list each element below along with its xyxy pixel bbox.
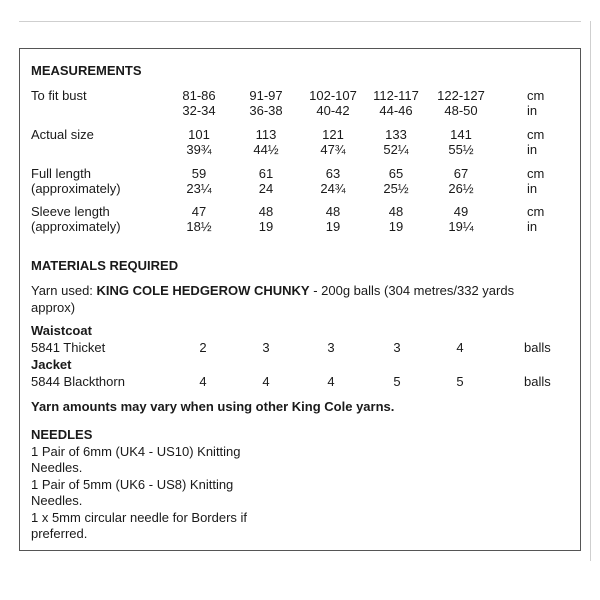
size-in: 24¾ [320,181,346,196]
size-cm: 133 [385,127,407,142]
size-cm: 122-127 [437,88,485,103]
unit-cm: cm [527,88,545,103]
size-cm: 121 [322,127,344,142]
size-cm: 112-117 [373,88,419,103]
yarn-used-prefix: Yarn used: [31,283,97,298]
ball-qty: 4 [456,340,464,355]
needles-line: preferred. [31,526,88,541]
unit-in: in [527,219,538,234]
needles-line: 1 x 5mm circular needle for Borders if [31,510,248,525]
size-cm: 141 [450,127,472,142]
yarn-details: - 200g balls (304 metres/332 yards approx) [31,283,515,315]
row-label: Actual size [31,127,94,142]
yarn-used-text [31,282,551,316]
needles-heading: NEEDLES [31,427,93,442]
row-label: To fit bust [31,88,87,103]
size-in: 26½ [448,181,474,196]
garment-name: Jacket [31,357,72,372]
size-cm: 49 [453,204,469,219]
unit-in: in [527,181,538,196]
size-in: 47¾ [320,142,346,157]
ball-qty: 3 [393,340,401,355]
size-in: 39¾ [186,142,212,157]
needles-line: 1 Pair of 6mm (UK4 - US10) Knitting [31,444,241,459]
ball-qty: 5 [456,374,464,389]
size-cm: 47 [191,204,207,219]
shade-label: 5844 Blackthorn [31,374,125,389]
yarn-note: Yarn amounts may vary when using other King Cole yarns. [31,399,395,414]
size-in: 52¼ [383,142,409,157]
size-in: 44-46 [379,103,413,118]
size-cm: 48 [258,204,274,219]
needles-line: 1 Pair of 5mm (UK6 - US8) Knitting [31,477,234,492]
size-in: 19 [325,219,341,234]
size-cm: 102-107 [309,88,357,103]
row-label: Sleeve length [31,204,110,219]
size-in: 55½ [448,142,474,157]
size-in: 19 [388,219,404,234]
row-label-sub: (approximately) [31,219,121,234]
size-cm: 91-97 [249,88,283,103]
size-cm: 67 [453,166,469,181]
size-in: 32-34 [182,103,216,118]
ball-qty: 4 [262,374,270,389]
ball-qty: 3 [262,340,270,355]
size-cm: 113 [255,127,277,142]
size-in: 40-42 [316,103,350,118]
row-label-sub: (approximately) [31,181,121,196]
size-cm: 59 [191,166,207,181]
size-cm: 48 [325,204,341,219]
size-cm: 101 [188,127,210,142]
measurements-heading: MEASUREMENTS [31,63,142,78]
size-in: 23¼ [186,181,212,196]
unit-in: in [527,103,538,118]
size-cm: 81-86 [182,88,216,103]
ball-unit: balls [524,340,551,355]
unit-cm: cm [527,127,545,142]
page-right-edge [590,21,591,561]
size-in: 18½ [186,219,212,234]
ball-qty: 4 [199,374,207,389]
size-in: 44½ [253,142,279,157]
size-in: 19 [258,219,274,234]
ball-qty: 3 [327,340,335,355]
size-in: 25½ [383,181,409,196]
page-top-edge [19,21,581,22]
size-cm: 48 [388,204,404,219]
garment-name: Waistcoat [31,323,92,338]
ball-qty: 2 [199,340,207,355]
materials-heading: MATERIALS REQUIRED [31,258,179,273]
size-in: 48-50 [444,103,478,118]
row-label: Full length [31,166,91,181]
size-cm: 61 [258,166,274,181]
yarn-name: KING COLE HEDGEROW CHUNKY [96,283,310,298]
size-cm: 63 [325,166,341,181]
shade-label: 5841 Thicket [31,340,106,355]
size-in: 19¼ [448,219,474,234]
size-cm: 65 [388,166,404,181]
unit-cm: cm [527,204,545,219]
ball-qty: 4 [327,374,335,389]
ball-unit: balls [524,374,551,389]
size-in: 24 [258,181,274,196]
needles-line: Needles. [31,460,83,475]
ball-qty: 5 [393,374,401,389]
needles-line: Needles. [31,493,83,508]
size-in: 36-38 [249,103,283,118]
unit-in: in [527,142,538,157]
unit-cm: cm [527,166,545,181]
